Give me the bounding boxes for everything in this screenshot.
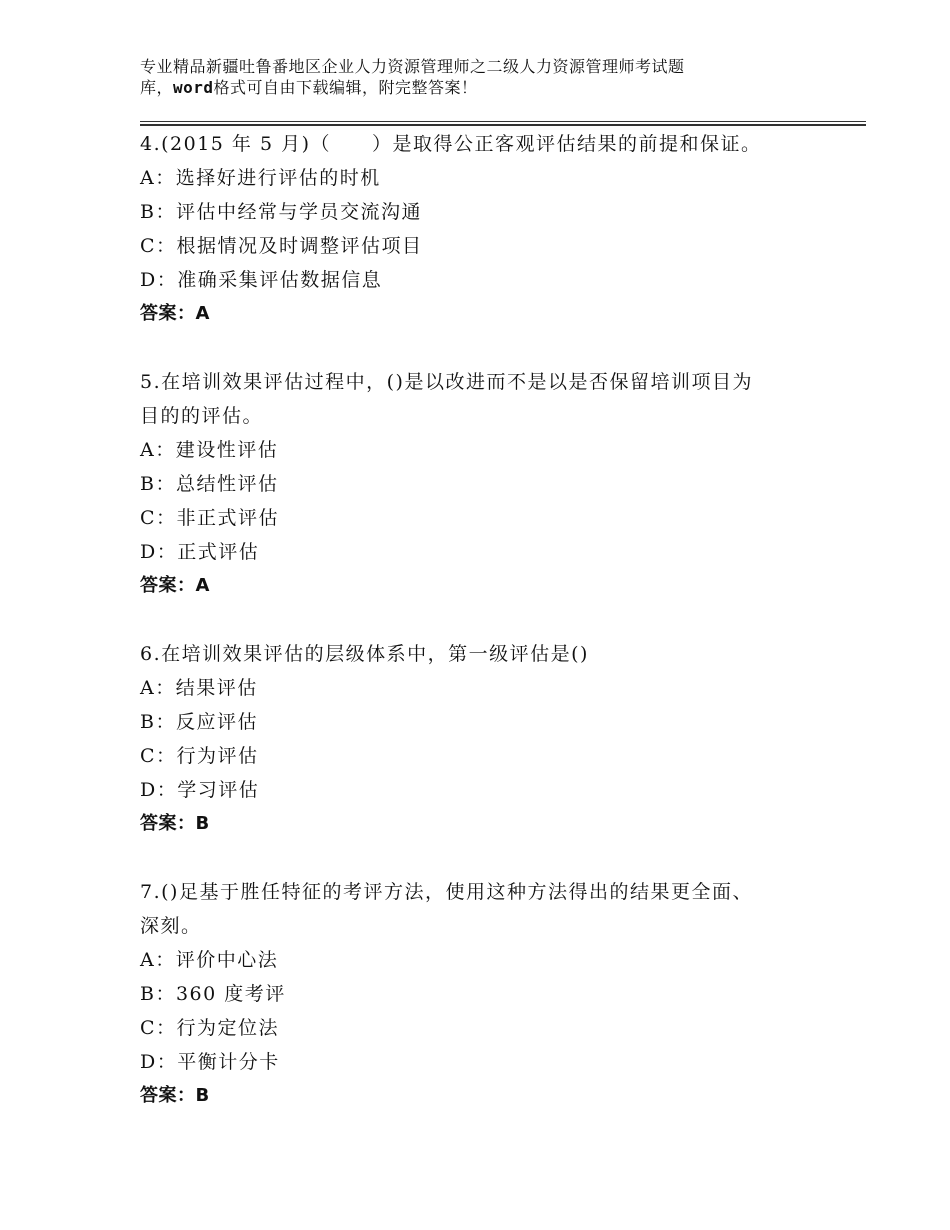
option-b: B：360 度考评: [140, 983, 286, 1005]
question-stem: 4.(2015 年 5 月)（ ）是取得公正客观评估结果的前提和保证。: [140, 133, 762, 155]
option-c: C：根据情况及时调整评估项目: [140, 235, 423, 257]
answer-label: 答案：B: [140, 813, 210, 834]
question-5: [140, 365, 840, 603]
question-6: [140, 637, 840, 841]
question-4: [140, 127, 840, 331]
question-spacer: [140, 603, 840, 637]
option-b: B：总结性评估: [140, 473, 279, 495]
header-word-label: word: [173, 78, 214, 97]
option-d: D：学习评估: [140, 779, 260, 801]
option-b: B：评估中经常与学员交流沟通: [140, 201, 422, 223]
header-line-1: 专业精品新疆吐鲁番地区企业人力资源管理师之二级人力资源管理师考试题: [140, 57, 685, 76]
option-d: D：准确采集评估数据信息: [140, 269, 383, 291]
question-stem-continued: 深刻。: [140, 915, 202, 937]
option-d: D：平衡计分卡: [140, 1051, 280, 1073]
option-d: D：正式评估: [140, 541, 260, 563]
question-stem: 6.在培训效果评估的层级体系中，第一级评估是(): [140, 643, 589, 665]
option-a: A：评价中心法: [140, 949, 279, 971]
header-line-2-suffix: 格式可自由下载编辑，附完整答案！: [213, 78, 478, 97]
question-spacer: [140, 841, 840, 875]
option-c: C：行为评估: [140, 745, 259, 767]
question-list: [140, 127, 840, 1113]
option-c: C：非正式评估: [140, 507, 280, 529]
option-c: C：行为定位法: [140, 1017, 280, 1039]
option-b: B：反应评估: [140, 711, 258, 733]
option-a: A：建设性评估: [140, 439, 279, 461]
header-line-2: [140, 77, 800, 98]
question-stem: 7.()足基于胜任特征的考评方法，使用这种方法得出的结果更全面、: [140, 881, 753, 903]
question-stem: 5.在培训效果评估过程中，()是以改进而不是以是否保留培训项目为: [140, 371, 753, 393]
question-stem-continued: 目的的评估。: [140, 405, 264, 427]
header-divider-thin: [140, 121, 866, 122]
question-spacer: [140, 331, 840, 365]
header-divider-thick: [140, 124, 866, 126]
answer-label: 答案：B: [140, 1085, 210, 1106]
option-a: A：选择好进行评估的时机: [140, 167, 381, 189]
question-7: [140, 875, 840, 1113]
document-header: [140, 56, 800, 98]
answer-label: 答案：A: [140, 575, 210, 596]
answer-label: 答案：A: [140, 303, 210, 324]
option-a: A：结果评估: [140, 677, 258, 699]
header-line-2-prefix: 库，: [140, 78, 174, 97]
